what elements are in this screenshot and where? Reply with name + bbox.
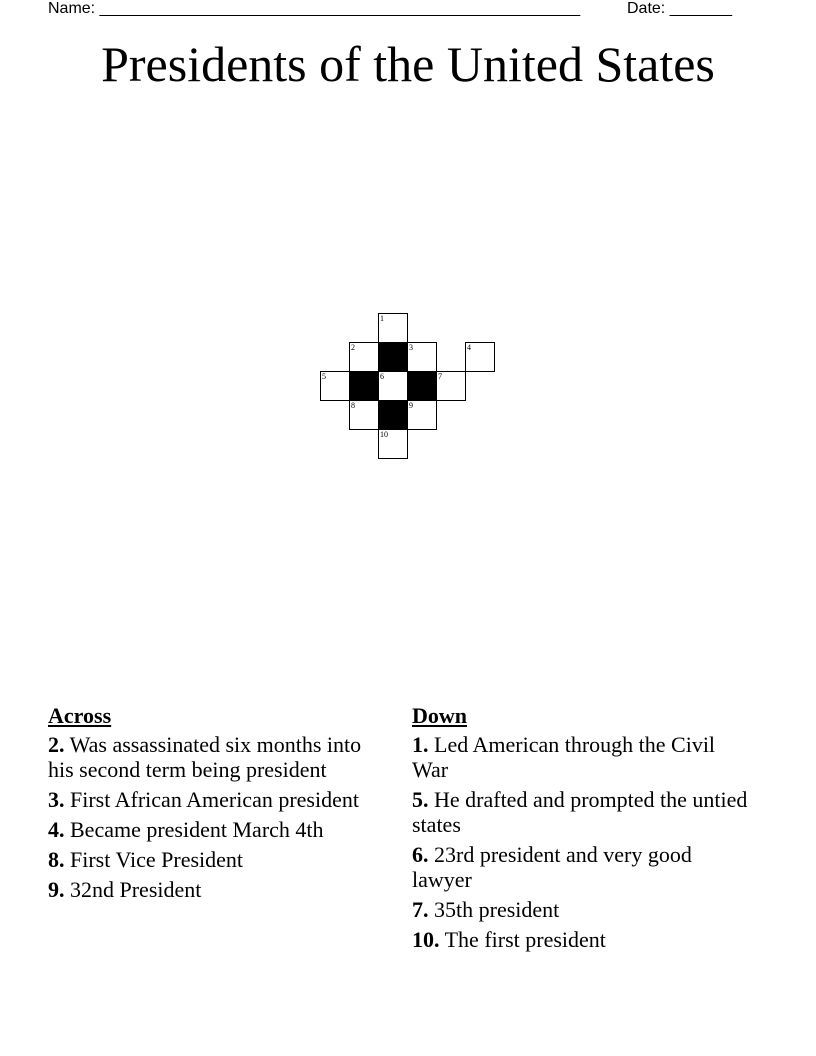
clue-item-number: 3.: [48, 787, 65, 812]
crossword-cell[interactable]: [378, 313, 408, 343]
clue-item: [412, 927, 752, 952]
clue-item-text: 23rd president and very good lawyer: [412, 842, 692, 892]
across-clues: [48, 703, 378, 907]
across-heading: Across: [48, 703, 112, 728]
clue-number: 5: [322, 372, 326, 381]
crossword-cell[interactable]: [349, 342, 379, 372]
clue-number: 9: [409, 401, 413, 410]
clue-number: 2: [351, 343, 355, 352]
name-field-label: Name: ______________________________________________________: [48, 0, 581, 17]
clue-item-text: First Vice President: [70, 847, 244, 872]
clue-number: 7: [438, 372, 442, 381]
clue-item-number: 8.: [48, 847, 65, 872]
clue-item-number: 6.: [412, 842, 429, 867]
clue-item: [48, 847, 378, 872]
clue-item: [412, 787, 752, 837]
clue-item-text: 35th president: [434, 897, 560, 922]
crossword-cell[interactable]: [320, 371, 350, 401]
down-clues: [412, 703, 752, 957]
clue-item-text: He drafted and prompted the untied states: [412, 787, 748, 837]
clue-number: 1: [380, 314, 384, 323]
clue-item-number: 4.: [48, 817, 65, 842]
blocked-cell: [407, 371, 437, 401]
clue-item: [412, 897, 752, 922]
down-heading: Down: [412, 703, 468, 728]
clue-item-number: 5.: [412, 787, 429, 812]
clue-item-number: 2.: [48, 732, 65, 757]
clue-item: [412, 842, 752, 892]
crossword-cell[interactable]: [465, 342, 495, 372]
clue-number: 10: [380, 430, 388, 439]
clue-item: [412, 732, 752, 782]
clue-item: [48, 877, 378, 902]
clue-item: [48, 817, 378, 842]
blocked-cell: [378, 342, 408, 372]
page-title: Presidents of the United States: [101, 36, 715, 92]
blocked-cell: [378, 400, 408, 430]
clue-item-text: 32nd President: [70, 877, 202, 902]
crossword-cell[interactable]: [349, 400, 379, 430]
blocked-cell: [349, 371, 379, 401]
clue-item-text: The first president: [444, 927, 606, 952]
crossword-cell[interactable]: [407, 342, 437, 372]
clue-number: 4: [467, 343, 471, 352]
clue-item-number: 10.: [412, 927, 440, 952]
clue-number: 3: [409, 343, 413, 352]
crossword-cell[interactable]: [378, 429, 408, 459]
crossword-cell[interactable]: [378, 371, 408, 401]
date-field-label: Date: _______: [627, 0, 732, 17]
clue-item-text: Led American through the Civil War: [412, 732, 716, 782]
clue-number: 8: [351, 401, 355, 410]
clue-item-number: 1.: [412, 732, 429, 757]
clue-item-text: First African American president: [70, 787, 359, 812]
crossword-cell[interactable]: [407, 400, 437, 430]
clue-item-text: Was assassinated six months into his second term being president: [48, 732, 362, 782]
clue-number: 6: [380, 372, 384, 381]
crossword-cell[interactable]: [436, 371, 466, 401]
clue-item: [48, 732, 378, 782]
clue-item-number: 7.: [412, 897, 429, 922]
clue-item: [48, 787, 378, 812]
clue-item-number: 9.: [48, 877, 65, 902]
clue-item-text: Became president March 4th: [70, 817, 324, 842]
